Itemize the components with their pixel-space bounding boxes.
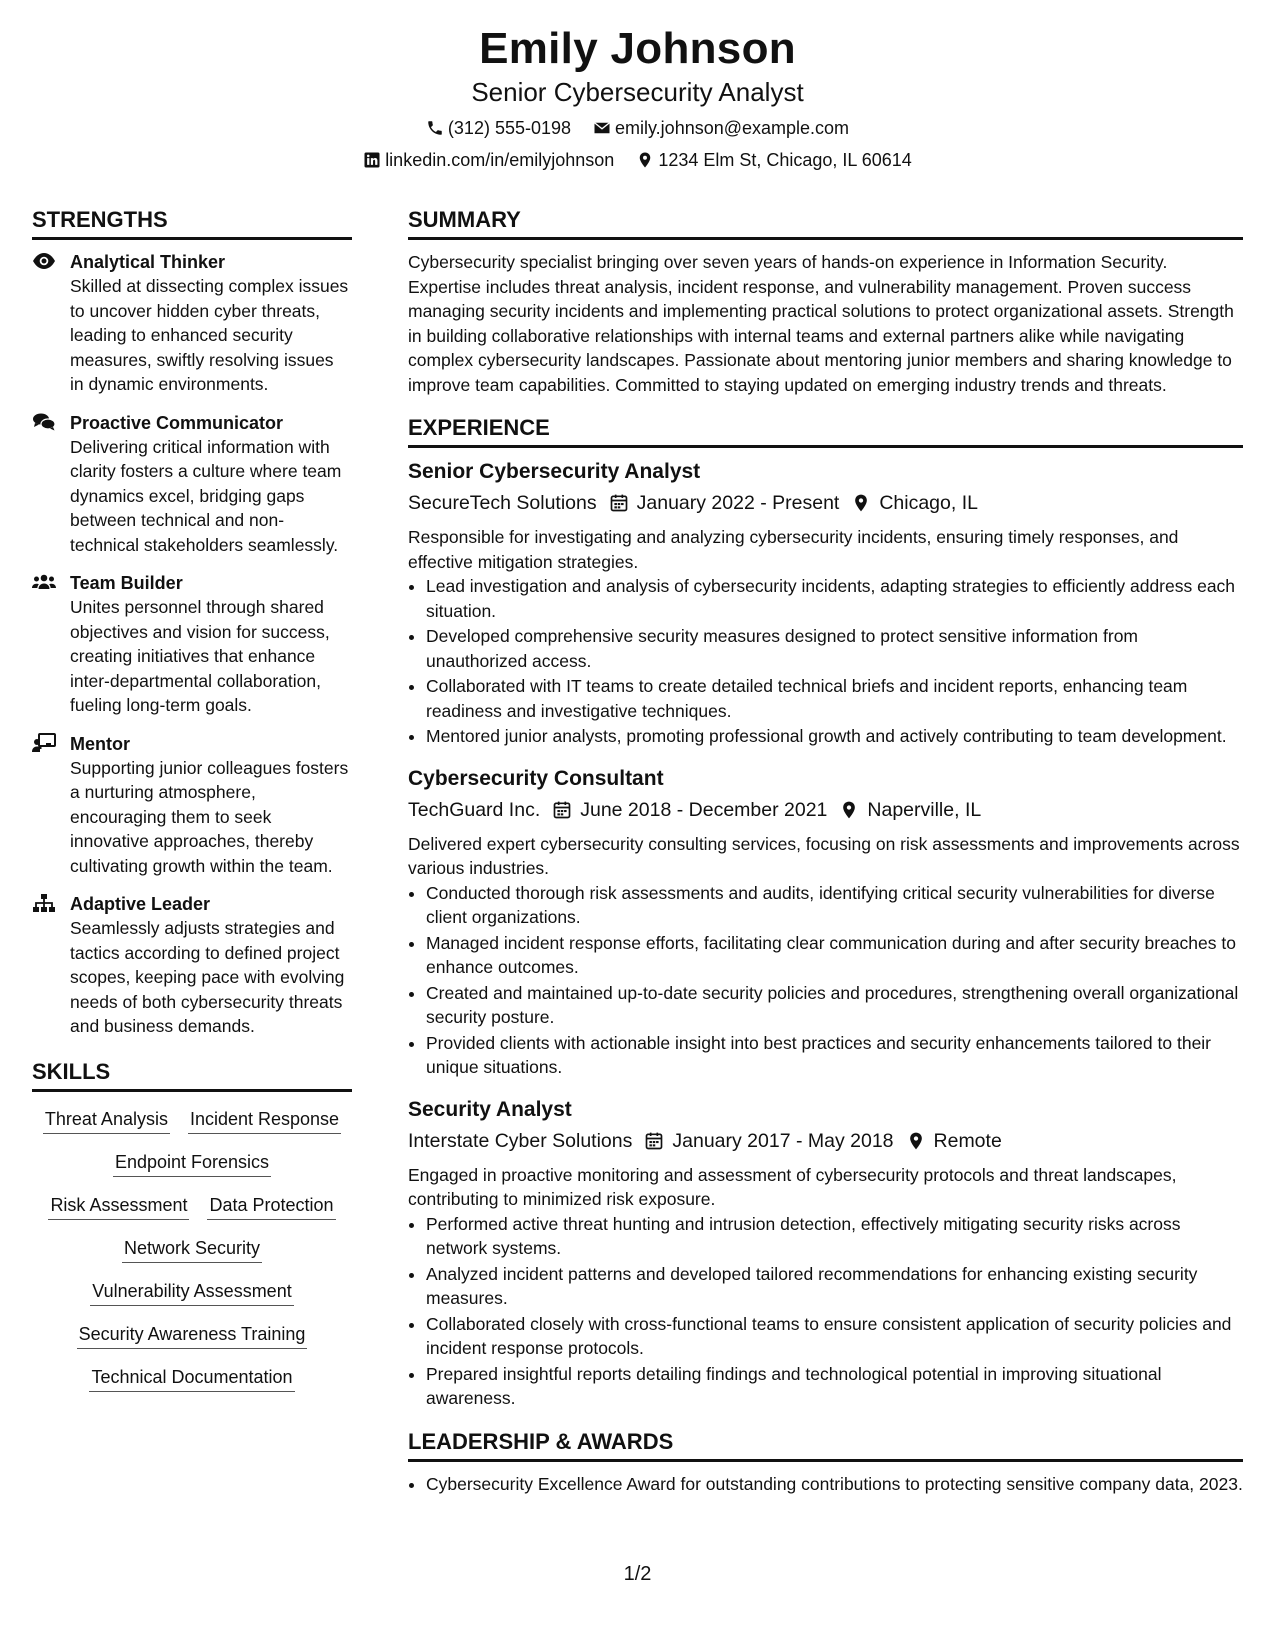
candidate-title: Senior Cybersecurity Analyst [471, 77, 804, 107]
job-entry [408, 765, 1243, 1080]
job-description: Engaged in proactive monitoring and assessment of cybersecurity protocols and threat landscapes, contributing to minimized risk exposure. [408, 1164, 1177, 1209]
summary-heading: SUMMARY [408, 205, 1243, 240]
job-title: Cybersecurity Consultant [408, 766, 664, 790]
strength-title: Team Builder [70, 573, 183, 593]
skill-tag: Vulnerability Assessment [90, 1278, 293, 1306]
strengths-heading: STRENGTHS [32, 205, 352, 240]
eye-icon [32, 251, 56, 271]
bullet-item: • Collaborated with IT teams to create detailed technical briefs and incident reports, enhancing team readiness and investigative techniques. [426, 674, 1243, 723]
resume-header [0, 22, 1275, 172]
page-number: 1/2 [623, 1563, 652, 1585]
job-location: Naperville, IL [867, 798, 982, 821]
job-dates: January 2017 - May 2018 [672, 1129, 894, 1152]
linkedin-icon [363, 151, 381, 169]
skill-row [32, 1235, 352, 1263]
bullet-item: • Developed comprehensive security measures designed to protect sensitive information from unauthorized access. [426, 624, 1243, 673]
chalkboard-teacher-icon [32, 733, 56, 753]
linkedin-url[interactable]: linkedin.com/in/emilyjohnson [385, 150, 615, 170]
skill-row [32, 1364, 352, 1392]
award-item: • Cybersecurity Excellence Award for outstanding contributions to protecting sensitive company data, 2023. [426, 1472, 1243, 1497]
map-marker-icon [839, 800, 859, 820]
map-marker-icon [906, 1131, 926, 1151]
job-entry [408, 1096, 1243, 1411]
strength-item [32, 411, 352, 558]
users-icon [32, 572, 56, 592]
strength-item [32, 732, 352, 879]
job-bullets [408, 574, 1243, 749]
skill-row [32, 1321, 352, 1349]
bullet-item: • Analyzed incident patterns and developed tailored recommendations for enhancing existing security measures. [426, 1262, 1243, 1311]
job-location: Chicago, IL [879, 492, 978, 514]
skill-row [32, 1106, 352, 1134]
strength-description: Skilled at dissecting complex issues to uncover hidden cyber threats, leading to enhanced security measures, swiftly resolving issues in dynamic environments. [70, 276, 349, 394]
strength-description: Delivering critical information with clarity fosters a culture where team dynamics excel, bridging gaps between technical and non-technical stakeholders seamlessly. [70, 436, 342, 555]
skill-tag: Technical Documentation [89, 1364, 294, 1392]
bullet-item: • Prepared insightful reports detailing findings and technological potential in improving situational awareness. [426, 1362, 1243, 1411]
strength-title: Mentor [70, 733, 130, 754]
skill-tag: Incident Response [188, 1106, 341, 1134]
bullet-item: • Managed incident response efforts, facilitating clear communication during and after security breaches to enhance outcomes. [426, 931, 1243, 980]
skill-tag: Threat Analysis [43, 1106, 170, 1134]
contact-row-1 [0, 116, 1275, 140]
strength-description: Seamlessly adjusts strategies and tactics according to defined project scopes, keeping pace with evolving needs of both cybersecurity threats and business demands. [70, 918, 345, 1036]
skill-tag: Security Awareness Training [77, 1321, 308, 1349]
job-meta [408, 796, 1243, 824]
skills-section [32, 1057, 352, 1392]
awards-heading: LEADERSHIP & AWARDS [408, 1427, 1243, 1462]
strength-description: Unites personnel through shared objectives and vision for success, creating initiatives that enhance inter-departmental collaboration, fueling long-term goals. [70, 597, 330, 715]
experience-heading: EXPERIENCE [408, 413, 1243, 448]
contact-row-2 [0, 148, 1275, 172]
job-title: Security Analyst [408, 1097, 572, 1121]
calendar-icon [644, 1131, 664, 1151]
phone-contact [426, 116, 571, 140]
strength-description: Supporting junior colleagues fosters a nurturing atmosphere, encouraging them to seek innovative approaches, thereby cultivating growth within the team. [70, 757, 349, 876]
bullet-item: • Created and maintained up-to-date security policies and procedures, strengthening overall organizational security posture. [426, 981, 1243, 1030]
job-description: Delivered expert cybersecurity consulting services, focusing on risk assessments and improvements across various industries. [408, 833, 1240, 878]
map-marker-icon [851, 493, 871, 513]
job-title: Senior Cybersecurity Analyst [408, 460, 701, 483]
job-description: Responsible for investigating and analyzing cybersecurity incidents, ensuring timely responses, and effective mitigation strategies. [408, 527, 1179, 572]
email-address[interactable]: emily.johnson@example.com [615, 118, 850, 138]
summary-text: Cybersecurity specialist bringing over seven years of hands-on experience in Information Security. Expertise includes threat analysis, incident response, and vulnerability management. Proven success managing security incidents and implementing practical solutions to protect organizational assets. Strength in building collaborative relationships with internal teams and external partners alike while navigating complex cybersecurity landscapes. Passionate about mentoring junior members and sharing knowledge to improve team capabilities. Committed to staying updated on emerging industry trends and threats. [408, 252, 1234, 395]
job-entry [408, 458, 1243, 749]
envelope-icon [593, 119, 611, 137]
company-name: TechGuard Inc. [408, 798, 541, 821]
skill-row [32, 1192, 352, 1220]
bullet-item: • Performed active threat hunting and intrusion detection, effectively mitigating security risks across network systems. [426, 1212, 1243, 1261]
bullet-item: • Provided clients with actionable insight into best practices and security enhancements tailored to their unique situations. [426, 1031, 1243, 1080]
map-marker-icon [636, 151, 654, 169]
job-dates: June 2018 - December 2021 [580, 798, 828, 821]
job-bullets [408, 881, 1243, 1080]
awards-list [408, 1472, 1243, 1497]
job-meta [408, 1127, 1243, 1155]
company-name: Interstate Cyber Solutions [408, 1129, 633, 1152]
skill-tag: Network Security [122, 1235, 262, 1263]
candidate-name: Emily Johnson [479, 24, 796, 73]
skill-row [32, 1149, 352, 1177]
address-text: 1234 Elm St, Chicago, IL 60614 [658, 150, 912, 170]
strength-title: Analytical Thinker [70, 252, 226, 272]
email-contact[interactable] [593, 116, 849, 140]
bullet-item: • Mentored junior analysts, promoting professional growth and actively contributing to team development. [426, 724, 1243, 749]
job-dates: January 2022 - Present [636, 492, 840, 514]
left-column [32, 205, 352, 1407]
bullet-item: • Collaborated closely with cross-functional teams to ensure consistent application of security policies and incident response protocols. [426, 1312, 1243, 1361]
comments-icon [32, 412, 56, 432]
right-column [408, 205, 1243, 1497]
job-location: Remote [933, 1129, 1002, 1152]
bullet-item: • Lead investigation and analysis of cybersecurity incidents, adapting strategies to efficiently address each situation. [426, 574, 1243, 623]
skill-tag: Data Protection [207, 1192, 335, 1220]
strength-item [32, 571, 352, 718]
phone-icon [426, 119, 444, 137]
bullet-item: • Conducted thorough risk assessments and audits, identifying critical security vulnerabilities for diverse client organizations. [426, 881, 1243, 930]
calendar-icon [552, 800, 572, 820]
strength-title: Adaptive Leader [70, 894, 211, 914]
sitemap-icon [32, 893, 56, 913]
strength-item [32, 250, 352, 397]
strength-title: Proactive Communicator [70, 412, 284, 433]
strength-item [32, 892, 352, 1039]
address-contact [636, 148, 912, 172]
company-name: SecureTech Solutions [408, 492, 597, 514]
skill-tag: Risk Assessment [48, 1192, 189, 1220]
linkedin-contact[interactable] [363, 148, 614, 172]
skill-row [32, 1278, 352, 1306]
job-meta [408, 489, 1243, 517]
job-bullets [408, 1212, 1243, 1411]
skill-tag: Endpoint Forensics [113, 1149, 271, 1177]
calendar-icon [609, 493, 629, 513]
phone-number: (312) 555-0198 [447, 118, 572, 138]
skills-heading: SKILLS [32, 1057, 352, 1092]
